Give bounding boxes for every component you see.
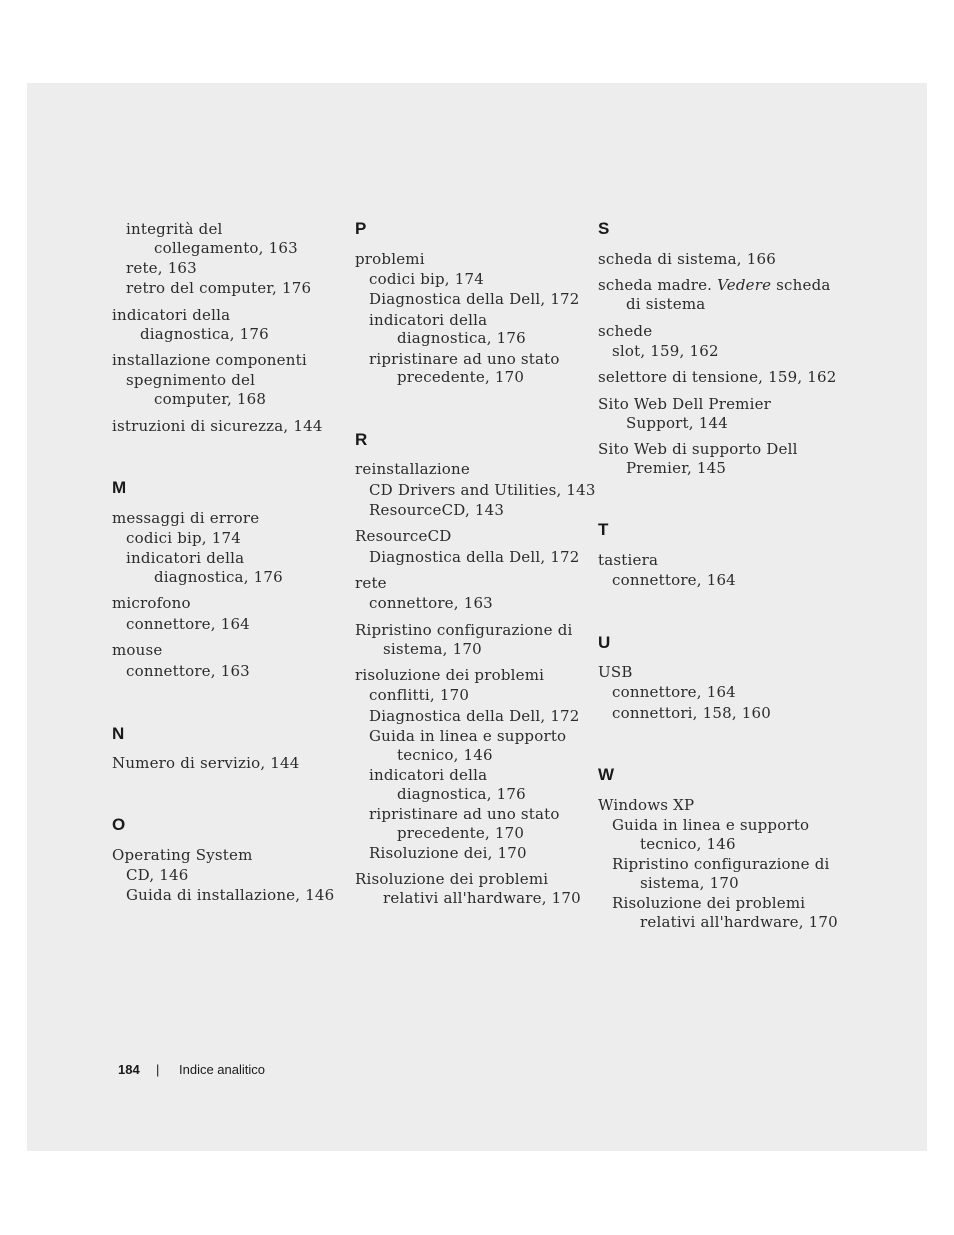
section-heading-r: R bbox=[355, 430, 368, 449]
index-entry: Sito Web Dell Premier bbox=[598, 395, 772, 413]
index-subentry: Guida in linea e supporto bbox=[612, 816, 810, 834]
index-subentry: indicatori della bbox=[369, 766, 488, 784]
section-heading-p: P bbox=[355, 219, 367, 238]
section-heading-u: U bbox=[598, 633, 611, 652]
section-heading-m: M bbox=[112, 478, 127, 497]
index-subentry: spegnimento del bbox=[126, 371, 256, 389]
index-entry: schede bbox=[598, 322, 653, 340]
index-subentry-continuation: relativi all'hardware, 170 bbox=[640, 913, 838, 931]
index-entry: mouse bbox=[112, 641, 163, 659]
index-subentry-continuation: tecnico, 146 bbox=[397, 746, 493, 764]
index-entry: tastiera bbox=[598, 551, 659, 569]
index-subentry: codici bip, 174 bbox=[369, 270, 484, 288]
index-entry: Operating System bbox=[112, 846, 253, 864]
index-subentry-continuation: diagnostica, 176 bbox=[397, 329, 526, 347]
index-entry: ResourceCD bbox=[355, 527, 452, 545]
index-subentry-continuation: tecnico, 146 bbox=[640, 835, 736, 853]
section-heading-w: W bbox=[598, 765, 615, 784]
index-subentry-continuation: precedente, 170 bbox=[397, 824, 525, 842]
section-heading-n: N bbox=[112, 724, 125, 743]
index-subentry: ripristinare ad uno stato bbox=[369, 350, 560, 368]
index-entry: messaggi di errore bbox=[112, 509, 260, 527]
index-entry-continuation: relativi all'hardware, 170 bbox=[383, 889, 581, 907]
section-heading-t: T bbox=[598, 520, 609, 539]
index-subentry-continuation: diagnostica, 176 bbox=[154, 568, 283, 586]
index-entry: selettore di tensione, 159, 162 bbox=[598, 368, 837, 386]
index-subentry-continuation: computer, 168 bbox=[154, 390, 267, 408]
index-subentry: connettore, 164 bbox=[126, 615, 250, 633]
index-subentry: rete, 163 bbox=[126, 259, 197, 277]
see-reference: Vedere bbox=[717, 276, 772, 294]
index-subentry: CD Drivers and Utilities, 143 bbox=[369, 481, 596, 499]
index-subentry: connettori, 158, 160 bbox=[612, 704, 772, 722]
footer-title: Indice analitico bbox=[179, 1062, 265, 1077]
index-entry: Risoluzione dei problemi bbox=[355, 870, 549, 888]
index-entry: risoluzione dei problemi bbox=[355, 666, 545, 684]
index-entry: problemi bbox=[355, 250, 425, 268]
index-subentry-continuation: sistema, 170 bbox=[640, 874, 739, 892]
index-entry: istruzioni di sicurezza, 144 bbox=[112, 417, 323, 435]
index-subentry: ResourceCD, 143 bbox=[369, 501, 505, 519]
index-entry: scheda di sistema, 166 bbox=[598, 250, 776, 268]
index-entry: indicatori della bbox=[112, 306, 231, 324]
index-subentry: codici bip, 174 bbox=[126, 529, 241, 547]
index-entry: Sito Web di supporto Dell bbox=[598, 440, 798, 458]
section-heading-s: S bbox=[598, 219, 610, 238]
index-subentry: Guida di installazione, 146 bbox=[126, 886, 335, 904]
index-subentry: CD, 146 bbox=[126, 866, 189, 884]
index-subentry: Diagnostica della Dell, 172 bbox=[369, 290, 580, 308]
index-subentry: Guida in linea e supporto bbox=[369, 727, 567, 745]
index-entry-text: scheda madre. bbox=[598, 276, 718, 294]
index-entry: reinstallazione bbox=[355, 460, 470, 478]
index-subentry: conflitti, 170 bbox=[369, 686, 470, 704]
index-entry-text: scheda bbox=[771, 276, 831, 294]
index-subentry: ripristinare ad uno stato bbox=[369, 805, 560, 823]
footer-separator: | bbox=[156, 1062, 160, 1077]
index-subentry: connettore, 163 bbox=[369, 594, 493, 612]
index-entry bbox=[598, 276, 831, 294]
index-subentry: connettore, 164 bbox=[612, 683, 736, 701]
index-subentry: Ripristino configurazione di bbox=[612, 855, 830, 873]
index-entry: microfono bbox=[112, 594, 191, 612]
page-number: 184 bbox=[118, 1062, 140, 1077]
index-subentry: Risoluzione dei problemi bbox=[612, 894, 806, 912]
index-subentry: connettore, 164 bbox=[612, 571, 736, 589]
index-subentry: indicatori della bbox=[126, 549, 245, 567]
index-entry: installazione componenti bbox=[112, 351, 307, 369]
index-entry: rete bbox=[355, 574, 387, 592]
index-entry-continuation: sistema, 170 bbox=[383, 640, 482, 658]
index-subentry: Risoluzione dei, 170 bbox=[369, 844, 527, 862]
index-subentry: Diagnostica della Dell, 172 bbox=[369, 707, 580, 725]
index-entry-continuation: Support, 144 bbox=[626, 414, 728, 432]
section-heading-o: O bbox=[112, 815, 126, 834]
index-subentry-continuation: diagnostica, 176 bbox=[397, 785, 526, 803]
index-entry-continuation: Premier, 145 bbox=[626, 459, 727, 477]
index-subentry: integrità del bbox=[126, 220, 223, 238]
index-subentry-continuation: precedente, 170 bbox=[397, 368, 525, 386]
index-entry-continuation: diagnostica, 176 bbox=[140, 325, 269, 343]
index-subentry: connettore, 163 bbox=[126, 662, 250, 680]
index-entry: Ripristino configurazione di bbox=[355, 621, 573, 639]
index-entry: Windows XP bbox=[598, 796, 695, 814]
index-entry: Numero di servizio, 144 bbox=[112, 754, 300, 772]
index-subentry-continuation: collegamento, 163 bbox=[154, 239, 298, 257]
index-entry: USB bbox=[598, 663, 633, 681]
index-subentry: Diagnostica della Dell, 172 bbox=[369, 548, 580, 566]
index-entry-continuation: di sistema bbox=[626, 295, 706, 313]
index-subentry: retro del computer, 176 bbox=[126, 279, 312, 297]
index-subentry: slot, 159, 162 bbox=[612, 342, 719, 360]
index-subentry: indicatori della bbox=[369, 311, 488, 329]
